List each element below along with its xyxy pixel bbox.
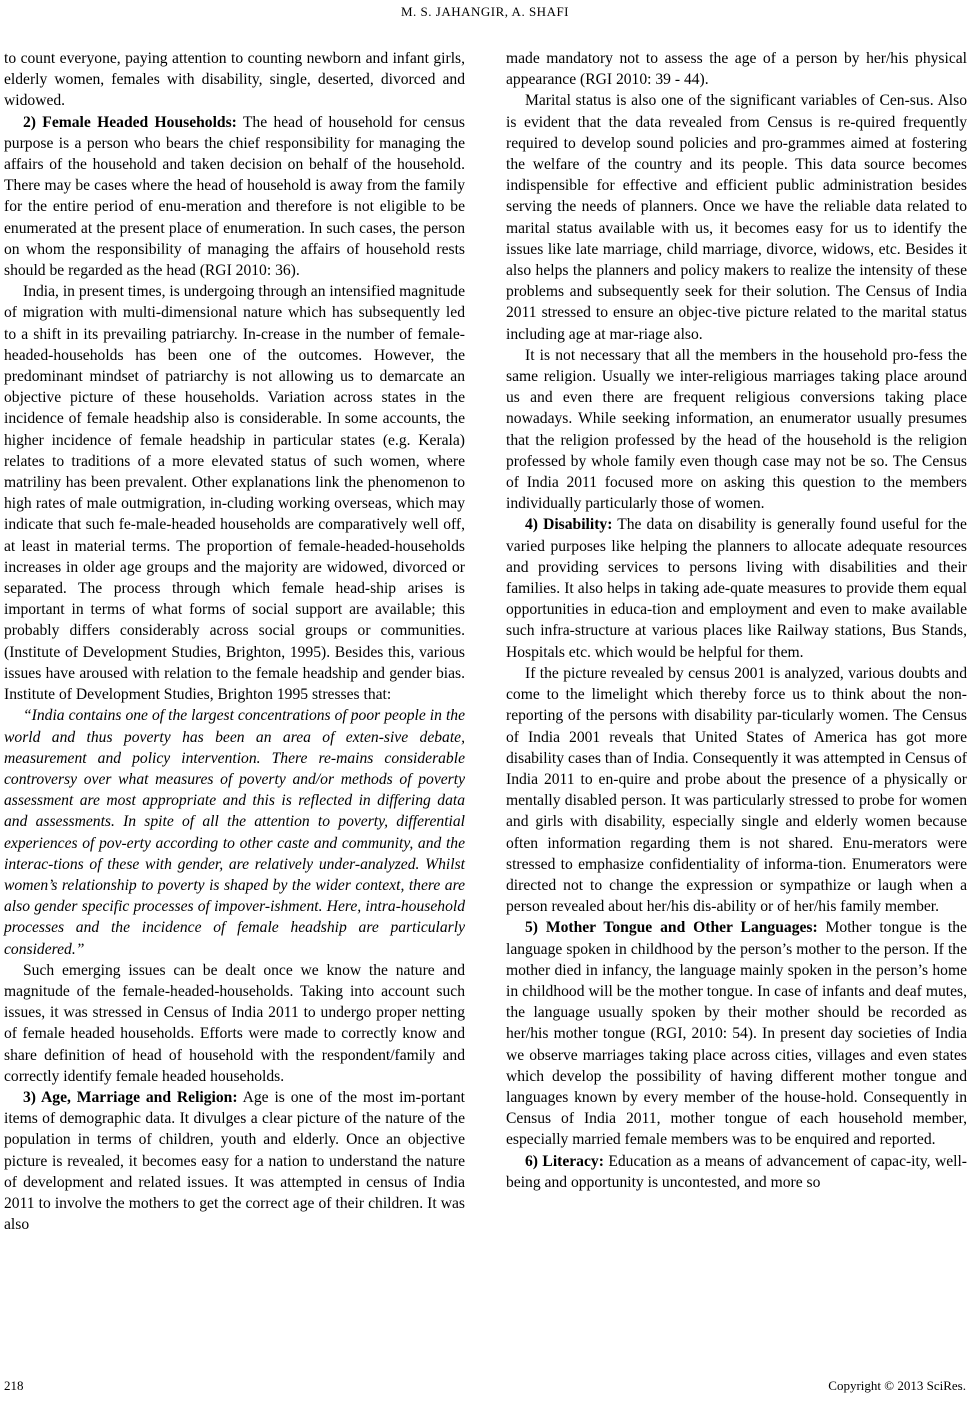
paragraph: India, in present times, is undergoing through an intensified magnitude of migration with multi-dimensional nature which has subsequently led to a shift in its prevailing patriarchy. In-crease in the number of female-headed-households has been one of the outcomes. However, the predominant mindset of patriarchy is not allowing us to demarcate an objective picture of these households. Variation across states in the incidence of female headship also is considerable. In some accounts, the higher incidence of female headship in particular states (e.g. Kerala) relates to traditions of a more elevated status of such women, where matriliny has been prevalent. Other explanations link the phenomenon to high rates of male outmigration, in-cluding working overseas, which may indicate that such fe-male-headed households are comparatively well off, at least in material terms. The proportion of female-headed-households increases in older age groups and the majority are widowed, divorced or separated. The process through which female head-ship arises is important in terms of what forms of social support are available; this probably differs considerably across social groups or communities. (Institute of Development Studies, Brighton, 1995). Besides this, various issues have aroused with relation to the female headship and gender bias. Institute of Development Studies, Brighton 1995 stresses that: [4,283,465,704]
paragraph-mother-tongue [506,917,967,1150]
paragraph: It is not necessary that all the members in the household pro-fess the same religion. Usually we inter-religious marriages taking place around us and even there are frequent religious conversions taking place nowadays. While seeking information, an enumerator usually presumes that the religion professed by the head of the household is the religion professed by whole family even though case may not be so. The Census of India 2011 focused more on asking this question to the members individually particularly those of women. [506,346,967,513]
paragraph: Such emerging issues can be dealt once we know the nature and magnitude of the female-headed-households. Taking into account such issues, it was stressed in Census of India 2011 to undergo proper netting of female headed households. Efforts were made to correctly know and share definition of head of household with the respondent/family and correctly identify female headed households. [4,961,465,1085]
copyright-notice: Copyright © 2013 SciRes. [828,1378,966,1393]
section-heading: 4) Disability: [525,516,613,534]
paragraph-body: Age is one of the most im-portant items of demographic data. It divulges a clear picture of the nature of the population in terms of children, youth and elderly. Once an objective picture is revealed, it becomes easy for a nation to understand the nature of development and related issues. It was attempted in census of India 2011 to involve the mothers to get the correct age of their children. It was also [4,1088,465,1234]
paragraph: made mandatory not to assess the age of a person by her/his physical appearance (RGI 2010: 39 - 44). [506,50,967,89]
right-column [506,48,967,1193]
paragraph-female-headed-households [4,112,465,282]
paragraph-age-marriage-religion [4,1087,465,1235]
running-header: M. S. JAHANGIR, A. SHAFI [400,4,570,19]
paragraph: to count everyone, paying attention to counting newborn and infant girls, elderly women, females with disability, single, deserted, divorced and widowed. [4,50,465,110]
paragraph-literacy [506,1151,967,1193]
paragraph-body: The head of household for census purpose is a person who bears the chief responsibility for managing the affairs of the household and taken decision on behalf of the household. There may be cases where the head of household is away from the family for the entire period of enu-meration and therefore is not eligible to be enumerated at the present place of enumeration. In such cases, the person on whom the responsibility of managing the affairs of household rests should be regarded as the head (RGI 2010: 36). [4,113,465,280]
paragraph-body: The data on disability is generally found useful for the varied purposes like helping the planners to allocate adequate resources and providing services to persons living with disabilities and their families. It also helps in taking ade-quate measures to provide them equal opportunities in educa-tion and employment and even to make available such infra-structure at various places like Railway stations, Bus Stands, Hospitals etc. which would be helpful for them. [506,516,967,661]
section-heading: 2) Female Headed Households: [23,113,237,131]
section-heading: 6) Literacy: [525,1152,604,1170]
block-quote: “India contains one of the largest concentrations of poor people in the world and thus poverty has been an area of exten-sive debate, measurement and policy intervention. There re-mains considerable controversy over what measures of poverty and/or methods of poverty assessment are most appropriate and this is reflected in differing data and assessments. In spite of all the attention to poverty, differential experiences of pov-erty according to other caste and community, and the interac-tions of these with gender, are relatively under-analyzed. Whilst women’s relationship to poverty is shaped by the wider context, there are also gender specific processes of impover-ishment. Here, intra-household processes and the incidence of female headship are particularly considered.” [4,707,465,958]
left-column [4,48,465,1235]
paragraph-disability [506,514,967,662]
paragraph-body: Education as a means of advancement of capac-ity, well-being and opportunity is uncontested, and more so [506,1152,967,1191]
section-heading: 3) Age, Marriage and Religion: [23,1088,238,1106]
section-heading: 5) Mother Tongue and Other Languages: [525,919,818,937]
paragraph-body: Mother tongue is the language spoken in childhood by the person’s mother to the person. If the mother died in infancy, the language mainly spoken in the person’s home in childhood will be the mother tongue. In case of infants and deaf mutes, the language usually spoken by their mother should be recorded as her/his mother tongue (RGI, 2010: 54). In present day societies of India we observe marriages taking place across cities, villages and even states which develop the possibility of having different mother tongue and languages known by every member of the house-hold. Consequently in Census of India 2011, mother tongue of each household member, especially married female members was to be enquired and reported. [506,919,967,1149]
paragraph: If the picture revealed by census 2001 is analyzed, various doubts and come to the limelight which thereby force us to think about the non-reporting of the persons with disability par-ticularly women. The Census of India 2001 reveals that United States of America has got more disability cases than of India. Consequently it was attempted in Census of India 2011 to en-quire and probe about the presence of a physically or mentally disabled person. It was particularly stressed to probe for women and girls with disability, especially single and elderly women because often information regarding them is not shared. Enu-merators were stressed to emphasize confidentiality of informa-tion. Enumerators were directed not to change the expression or sympathize or laugh when a person revealed about her/his dis-ability or of her/his family member. [506,664,967,916]
paragraph: Marital status is also one of the significant variables of Cen-sus. Also is evident that the data revealed from Census is re-quired frequently required to develop sound policies and pro-grammes aimed at fostering the welfare of the country and its people. This data source becomes indispensible for effective and efficient public administration besides serving the needs of planners. Once we have the reliable data related to marital status available with us, it becomes easy for us to identify the issues like late marriage, child marriage, divorce, widows, etc. Besides it also helps the planners and policy makers to realize the intensity of these problems and subsequently seek for their solution. The Census of India 2011 stressed to ensure an objec-tive picture related to the marital status including age at mar-riage also. [506,92,967,343]
page-number: 218 [4,1378,24,1393]
